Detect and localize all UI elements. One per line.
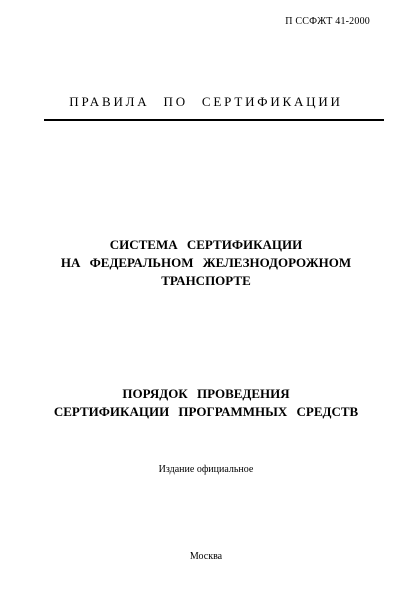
system-heading-line: ТРАНСПОРТЕ: [161, 273, 251, 288]
series-title: ПРАВИЛА ПО СЕРТИФИКАЦИИ: [69, 94, 343, 109]
certification-system-heading: [0, 236, 412, 290]
header-divider: [44, 119, 384, 121]
document-title-line: ПОРЯДОК ПРОВЕДЕНИЯ: [122, 386, 290, 401]
system-heading-line: НА ФЕДЕРАЛЬНОМ ЖЕЛЕЗНОДОРОЖНОМ: [60, 255, 352, 270]
document-title: [0, 385, 412, 421]
edition-note: Издание официальное: [158, 464, 254, 475]
document-code: П ССФЖТ 41-2000: [285, 16, 370, 27]
publication-city: Москва: [189, 551, 223, 562]
system-heading-line: СИСТЕМА СЕРТИФИКАЦИИ: [109, 237, 303, 252]
document-title-line: СЕРТИФИКАЦИИ ПРОГРАММНЫХ СРЕДСТВ: [53, 404, 359, 419]
